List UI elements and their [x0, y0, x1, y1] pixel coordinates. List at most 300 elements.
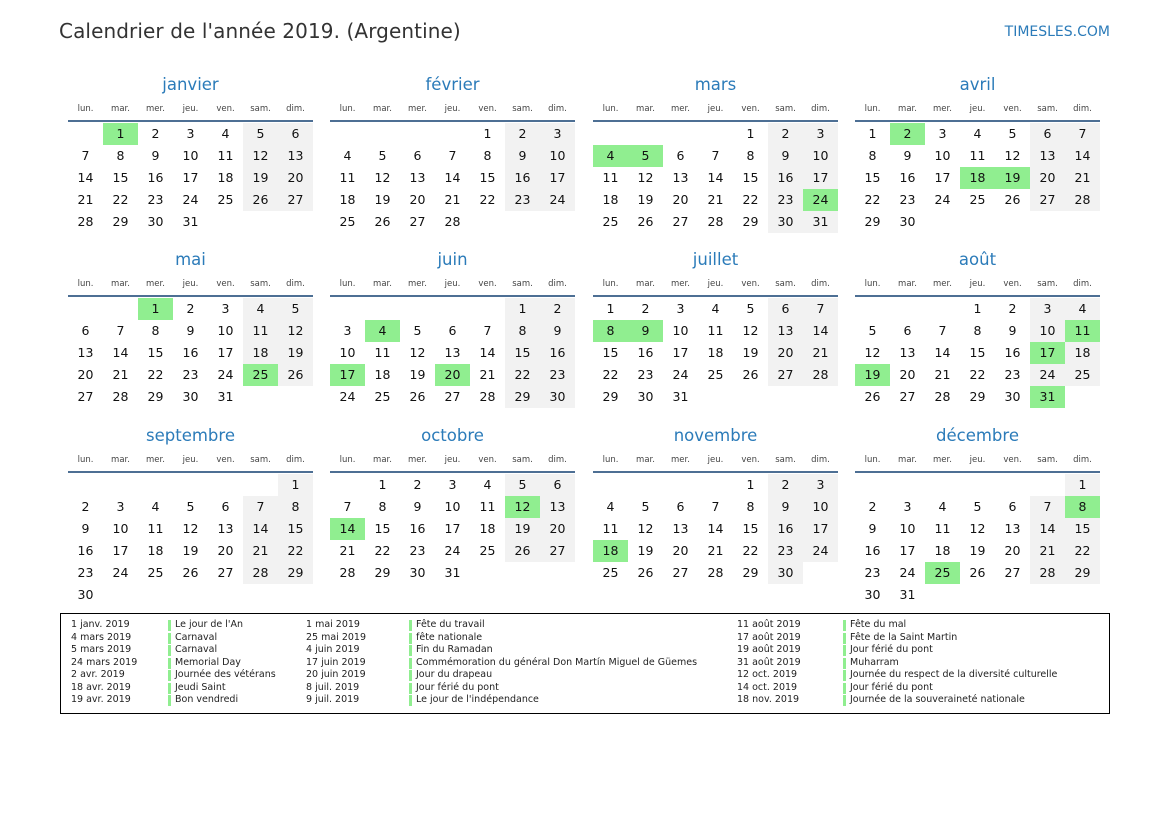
- day-cell[interactable]: 16: [77, 543, 94, 558]
- day-cell[interactable]: 28: [1065, 189, 1100, 211]
- day-cell[interactable]: 10: [803, 145, 838, 167]
- day-cell[interactable]: 13: [540, 496, 575, 518]
- day-cell[interactable]: 3: [448, 477, 457, 492]
- day-cell[interactable]: 6: [1008, 499, 1017, 514]
- day-cell[interactable]: 20: [409, 192, 426, 207]
- day-cell[interactable]: 6: [448, 323, 457, 338]
- day-cell[interactable]: 20: [768, 342, 803, 364]
- day-cell[interactable]: 26: [742, 367, 759, 382]
- holiday-day-cell[interactable]: 31: [1030, 386, 1065, 408]
- day-cell[interactable]: 17: [217, 345, 234, 360]
- day-cell[interactable]: 3: [676, 301, 685, 316]
- day-cell[interactable]: 3: [116, 499, 125, 514]
- day-cell[interactable]: 26: [278, 364, 313, 386]
- day-cell[interactable]: 14: [479, 345, 496, 360]
- day-cell[interactable]: 1: [973, 301, 982, 316]
- day-cell[interactable]: 20: [1030, 167, 1065, 189]
- day-cell[interactable]: 16: [864, 543, 881, 558]
- day-cell[interactable]: 28: [934, 389, 951, 404]
- day-cell[interactable]: 5: [378, 148, 387, 163]
- day-cell[interactable]: 19: [637, 192, 654, 207]
- day-cell[interactable]: 7: [1065, 123, 1100, 145]
- day-cell[interactable]: 2: [868, 499, 877, 514]
- holiday-day-cell[interactable]: 18: [593, 540, 628, 562]
- day-cell[interactable]: 28: [444, 214, 461, 229]
- day-cell[interactable]: 23: [540, 364, 575, 386]
- day-cell[interactable]: 17: [899, 543, 916, 558]
- day-cell[interactable]: 4: [483, 477, 492, 492]
- day-cell[interactable]: 5: [746, 301, 755, 316]
- day-cell[interactable]: 18: [374, 367, 391, 382]
- day-cell[interactable]: 12: [637, 521, 654, 536]
- day-cell[interactable]: 14: [1030, 518, 1065, 540]
- day-cell[interactable]: 21: [803, 342, 838, 364]
- day-cell[interactable]: 4: [711, 301, 720, 316]
- day-cell[interactable]: 13: [672, 521, 689, 536]
- day-cell[interactable]: 11: [243, 320, 278, 342]
- day-cell[interactable]: 20: [217, 543, 234, 558]
- day-cell[interactable]: 16: [505, 167, 540, 189]
- day-cell[interactable]: 18: [602, 192, 619, 207]
- day-cell[interactable]: 3: [803, 123, 838, 145]
- day-cell[interactable]: 10: [934, 148, 951, 163]
- day-cell[interactable]: 7: [1030, 496, 1065, 518]
- day-cell[interactable]: 12: [969, 521, 986, 536]
- day-cell[interactable]: 2: [768, 474, 803, 496]
- day-cell[interactable]: 19: [742, 345, 759, 360]
- day-cell[interactable]: 20: [1004, 543, 1021, 558]
- day-cell[interactable]: 18: [1065, 342, 1100, 364]
- day-cell[interactable]: 13: [217, 521, 234, 536]
- day-cell[interactable]: 29: [374, 565, 391, 580]
- day-cell[interactable]: 25: [479, 543, 496, 558]
- day-cell[interactable]: 30: [147, 214, 164, 229]
- day-cell[interactable]: 23: [768, 189, 803, 211]
- day-cell[interactable]: 8: [973, 323, 982, 338]
- day-cell[interactable]: 24: [444, 543, 461, 558]
- day-cell[interactable]: 29: [742, 214, 759, 229]
- day-cell[interactable]: 5: [1008, 126, 1017, 141]
- day-cell[interactable]: 11: [147, 521, 164, 536]
- day-cell[interactable]: 13: [899, 345, 916, 360]
- day-cell[interactable]: 8: [278, 496, 313, 518]
- day-cell[interactable]: 9: [903, 148, 912, 163]
- day-cell[interactable]: 24: [672, 367, 689, 382]
- day-cell[interactable]: 7: [448, 148, 457, 163]
- day-cell[interactable]: 19: [409, 367, 426, 382]
- day-cell[interactable]: 10: [803, 496, 838, 518]
- day-cell[interactable]: 12: [409, 345, 426, 360]
- day-cell[interactable]: 10: [339, 345, 356, 360]
- day-cell[interactable]: 15: [479, 170, 496, 185]
- day-cell[interactable]: 30: [864, 587, 881, 602]
- day-cell[interactable]: 31: [182, 214, 199, 229]
- day-cell[interactable]: 15: [602, 345, 619, 360]
- day-cell[interactable]: 4: [973, 126, 982, 141]
- day-cell[interactable]: 21: [707, 543, 724, 558]
- day-cell[interactable]: 25: [969, 192, 986, 207]
- holiday-day-cell[interactable]: 2: [890, 123, 925, 145]
- day-cell[interactable]: 31: [672, 389, 689, 404]
- day-cell[interactable]: 22: [969, 367, 986, 382]
- day-cell[interactable]: 13: [672, 170, 689, 185]
- day-cell[interactable]: 12: [1004, 148, 1021, 163]
- day-cell[interactable]: 14: [1065, 145, 1100, 167]
- day-cell[interactable]: 22: [278, 540, 313, 562]
- day-cell[interactable]: 10: [112, 521, 129, 536]
- day-cell[interactable]: 26: [374, 214, 391, 229]
- day-cell[interactable]: 1: [1065, 474, 1100, 496]
- day-cell[interactable]: 18: [217, 170, 234, 185]
- day-cell[interactable]: 7: [711, 499, 720, 514]
- day-cell[interactable]: 25: [707, 367, 724, 382]
- day-cell[interactable]: 8: [746, 148, 755, 163]
- day-cell[interactable]: 26: [182, 565, 199, 580]
- day-cell[interactable]: 29: [147, 389, 164, 404]
- day-cell[interactable]: 16: [768, 518, 803, 540]
- day-cell[interactable]: 1: [278, 474, 313, 496]
- day-cell[interactable]: 14: [112, 345, 129, 360]
- day-cell[interactable]: 18: [479, 521, 496, 536]
- day-cell[interactable]: 26: [1004, 192, 1021, 207]
- day-cell[interactable]: 15: [278, 518, 313, 540]
- day-cell[interactable]: 17: [672, 345, 689, 360]
- day-cell[interactable]: 10: [899, 521, 916, 536]
- day-cell[interactable]: 12: [742, 323, 759, 338]
- day-cell[interactable]: 19: [278, 342, 313, 364]
- day-cell[interactable]: 24: [339, 389, 356, 404]
- day-cell[interactable]: 5: [505, 474, 540, 496]
- day-cell[interactable]: 23: [409, 543, 426, 558]
- day-cell[interactable]: 4: [343, 148, 352, 163]
- day-cell[interactable]: 22: [374, 543, 391, 558]
- day-cell[interactable]: 4: [606, 499, 615, 514]
- day-cell[interactable]: 25: [374, 389, 391, 404]
- day-cell[interactable]: 27: [899, 389, 916, 404]
- day-cell[interactable]: 3: [1030, 298, 1065, 320]
- day-cell[interactable]: 4: [938, 499, 947, 514]
- day-cell[interactable]: 14: [707, 170, 724, 185]
- day-cell[interactable]: 30: [768, 562, 803, 584]
- day-cell[interactable]: 2: [413, 477, 422, 492]
- day-cell[interactable]: 23: [768, 540, 803, 562]
- day-cell[interactable]: 22: [1065, 540, 1100, 562]
- day-cell[interactable]: 3: [221, 301, 230, 316]
- day-cell[interactable]: 30: [182, 389, 199, 404]
- day-cell[interactable]: 4: [151, 499, 160, 514]
- holiday-day-cell[interactable]: 12: [505, 496, 540, 518]
- day-cell[interactable]: 6: [81, 323, 90, 338]
- day-cell[interactable]: 15: [505, 342, 540, 364]
- day-cell[interactable]: 10: [217, 323, 234, 338]
- day-cell[interactable]: 26: [969, 565, 986, 580]
- day-cell[interactable]: 15: [742, 521, 759, 536]
- day-cell[interactable]: 30: [77, 587, 94, 602]
- holiday-day-cell[interactable]: 11: [1065, 320, 1100, 342]
- day-cell[interactable]: 19: [505, 518, 540, 540]
- day-cell[interactable]: 9: [505, 145, 540, 167]
- day-cell[interactable]: 17: [803, 167, 838, 189]
- day-cell[interactable]: 10: [182, 148, 199, 163]
- holiday-day-cell[interactable]: 9: [628, 320, 663, 342]
- day-cell[interactable]: 23: [505, 189, 540, 211]
- day-cell[interactable]: 19: [969, 543, 986, 558]
- day-cell[interactable]: 12: [864, 345, 881, 360]
- day-cell[interactable]: 26: [505, 540, 540, 562]
- day-cell[interactable]: 15: [1065, 518, 1100, 540]
- day-cell[interactable]: 2: [1008, 301, 1017, 316]
- day-cell[interactable]: 10: [672, 323, 689, 338]
- day-cell[interactable]: 15: [969, 345, 986, 360]
- day-cell[interactable]: 19: [374, 192, 391, 207]
- day-cell[interactable]: 11: [969, 148, 986, 163]
- day-cell[interactable]: 9: [768, 496, 803, 518]
- holiday-day-cell[interactable]: 14: [330, 518, 365, 540]
- day-cell[interactable]: 5: [868, 323, 877, 338]
- day-cell[interactable]: 7: [116, 323, 125, 338]
- day-cell[interactable]: 29: [505, 386, 540, 408]
- holiday-day-cell[interactable]: 1: [103, 123, 138, 145]
- day-cell[interactable]: 25: [602, 565, 619, 580]
- day-cell[interactable]: 14: [243, 518, 278, 540]
- day-cell[interactable]: 8: [483, 148, 492, 163]
- day-cell[interactable]: 30: [540, 386, 575, 408]
- day-cell[interactable]: 8: [505, 320, 540, 342]
- day-cell[interactable]: 24: [182, 192, 199, 207]
- day-cell[interactable]: 12: [278, 320, 313, 342]
- day-cell[interactable]: 24: [1030, 364, 1065, 386]
- day-cell[interactable]: 6: [676, 148, 685, 163]
- day-cell[interactable]: 15: [112, 170, 129, 185]
- day-cell[interactable]: 3: [540, 123, 575, 145]
- day-cell[interactable]: 29: [969, 389, 986, 404]
- day-cell[interactable]: 18: [934, 543, 951, 558]
- day-cell[interactable]: 3: [803, 474, 838, 496]
- brand-link[interactable]: TIMESLES.COM: [1004, 24, 1110, 40]
- day-cell[interactable]: 27: [1004, 565, 1021, 580]
- day-cell[interactable]: 2: [186, 301, 195, 316]
- day-cell[interactable]: 28: [243, 562, 278, 584]
- day-cell[interactable]: 6: [413, 148, 422, 163]
- day-cell[interactable]: 15: [742, 170, 759, 185]
- day-cell[interactable]: 1: [746, 477, 755, 492]
- day-cell[interactable]: 23: [864, 565, 881, 580]
- day-cell[interactable]: 23: [147, 192, 164, 207]
- day-cell[interactable]: 25: [602, 214, 619, 229]
- day-cell[interactable]: 31: [217, 389, 234, 404]
- day-cell[interactable]: 15: [374, 521, 391, 536]
- day-cell[interactable]: 21: [444, 192, 461, 207]
- day-cell[interactable]: 21: [112, 367, 129, 382]
- day-cell[interactable]: 1: [378, 477, 387, 492]
- day-cell[interactable]: 6: [221, 499, 230, 514]
- day-cell[interactable]: 16: [182, 345, 199, 360]
- day-cell[interactable]: 30: [637, 389, 654, 404]
- day-cell[interactable]: 1: [505, 298, 540, 320]
- day-cell[interactable]: 28: [707, 214, 724, 229]
- day-cell[interactable]: 27: [540, 540, 575, 562]
- day-cell[interactable]: 14: [77, 170, 94, 185]
- day-cell[interactable]: 7: [938, 323, 947, 338]
- day-cell[interactable]: 9: [81, 521, 90, 536]
- day-cell[interactable]: 25: [217, 192, 234, 207]
- day-cell[interactable]: 22: [112, 192, 129, 207]
- day-cell[interactable]: 10: [1030, 320, 1065, 342]
- day-cell[interactable]: 9: [768, 145, 803, 167]
- day-cell[interactable]: 22: [742, 192, 759, 207]
- day-cell[interactable]: 21: [707, 192, 724, 207]
- day-cell[interactable]: 21: [339, 543, 356, 558]
- day-cell[interactable]: 9: [1008, 323, 1017, 338]
- holiday-day-cell[interactable]: 19: [995, 167, 1030, 189]
- day-cell[interactable]: 5: [243, 123, 278, 145]
- day-cell[interactable]: 21: [934, 367, 951, 382]
- day-cell[interactable]: 30: [899, 214, 916, 229]
- day-cell[interactable]: 30: [1004, 389, 1021, 404]
- day-cell[interactable]: 23: [182, 367, 199, 382]
- day-cell[interactable]: 18: [147, 543, 164, 558]
- day-cell[interactable]: 6: [903, 323, 912, 338]
- day-cell[interactable]: 14: [444, 170, 461, 185]
- day-cell[interactable]: 24: [934, 192, 951, 207]
- day-cell[interactable]: 25: [147, 565, 164, 580]
- day-cell[interactable]: 16: [147, 170, 164, 185]
- day-cell[interactable]: 3: [938, 126, 947, 141]
- day-cell[interactable]: 3: [343, 323, 352, 338]
- day-cell[interactable]: 19: [637, 543, 654, 558]
- day-cell[interactable]: 21: [479, 367, 496, 382]
- day-cell[interactable]: 5: [641, 499, 650, 514]
- day-cell[interactable]: 4: [1065, 298, 1100, 320]
- day-cell[interactable]: 26: [637, 214, 654, 229]
- day-cell[interactable]: 8: [868, 148, 877, 163]
- day-cell[interactable]: 7: [343, 499, 352, 514]
- holiday-day-cell[interactable]: 1: [138, 298, 173, 320]
- day-cell[interactable]: 27: [672, 214, 689, 229]
- day-cell[interactable]: 24: [540, 189, 575, 211]
- day-cell[interactable]: 11: [479, 499, 496, 514]
- day-cell[interactable]: 11: [217, 148, 234, 163]
- day-cell[interactable]: 27: [768, 364, 803, 386]
- day-cell[interactable]: 20: [672, 192, 689, 207]
- holiday-day-cell[interactable]: 25: [925, 562, 960, 584]
- day-cell[interactable]: 23: [77, 565, 94, 580]
- day-cell[interactable]: 8: [746, 499, 755, 514]
- day-cell[interactable]: 27: [444, 389, 461, 404]
- day-cell[interactable]: 28: [1030, 562, 1065, 584]
- day-cell[interactable]: 21: [1065, 167, 1100, 189]
- day-cell[interactable]: 4: [243, 298, 278, 320]
- day-cell[interactable]: 19: [182, 543, 199, 558]
- day-cell[interactable]: 6: [540, 474, 575, 496]
- day-cell[interactable]: 2: [768, 123, 803, 145]
- day-cell[interactable]: 11: [602, 521, 619, 536]
- day-cell[interactable]: 8: [151, 323, 160, 338]
- day-cell[interactable]: 9: [868, 521, 877, 536]
- day-cell[interactable]: 15: [864, 170, 881, 185]
- day-cell[interactable]: 29: [112, 214, 129, 229]
- day-cell[interactable]: 25: [1065, 364, 1100, 386]
- day-cell[interactable]: 25: [339, 214, 356, 229]
- day-cell[interactable]: 22: [505, 364, 540, 386]
- day-cell[interactable]: 23: [899, 192, 916, 207]
- day-cell[interactable]: 1: [606, 301, 615, 316]
- day-cell[interactable]: 9: [413, 499, 422, 514]
- day-cell[interactable]: 2: [505, 123, 540, 145]
- day-cell[interactable]: 14: [803, 320, 838, 342]
- day-cell[interactable]: 6: [1030, 123, 1065, 145]
- holiday-day-cell[interactable]: 17: [1030, 342, 1065, 364]
- day-cell[interactable]: 16: [637, 345, 654, 360]
- day-cell[interactable]: 29: [278, 562, 313, 584]
- day-cell[interactable]: 5: [413, 323, 422, 338]
- day-cell[interactable]: 3: [186, 126, 195, 141]
- day-cell[interactable]: 2: [540, 298, 575, 320]
- day-cell[interactable]: 5: [973, 499, 982, 514]
- day-cell[interactable]: 18: [707, 345, 724, 360]
- day-cell[interactable]: 9: [540, 320, 575, 342]
- day-cell[interactable]: 30: [768, 211, 803, 233]
- day-cell[interactable]: 9: [151, 148, 160, 163]
- day-cell[interactable]: 6: [676, 499, 685, 514]
- holiday-day-cell[interactable]: 20: [435, 364, 470, 386]
- holiday-day-cell[interactable]: 24: [803, 189, 838, 211]
- day-cell[interactable]: 13: [768, 320, 803, 342]
- holiday-day-cell[interactable]: 25: [243, 364, 278, 386]
- day-cell[interactable]: 10: [540, 145, 575, 167]
- day-cell[interactable]: 12: [243, 145, 278, 167]
- day-cell[interactable]: 27: [409, 214, 426, 229]
- day-cell[interactable]: 28: [112, 389, 129, 404]
- day-cell[interactable]: 7: [711, 148, 720, 163]
- day-cell[interactable]: 29: [1065, 562, 1100, 584]
- day-cell[interactable]: 7: [243, 496, 278, 518]
- day-cell[interactable]: 28: [339, 565, 356, 580]
- day-cell[interactable]: 28: [77, 214, 94, 229]
- day-cell[interactable]: 17: [112, 543, 129, 558]
- day-cell[interactable]: 22: [602, 367, 619, 382]
- day-cell[interactable]: 22: [479, 192, 496, 207]
- day-cell[interactable]: 20: [540, 518, 575, 540]
- day-cell[interactable]: 27: [278, 189, 313, 211]
- holiday-day-cell[interactable]: 18: [960, 167, 995, 189]
- day-cell[interactable]: 13: [409, 170, 426, 185]
- day-cell[interactable]: 23: [637, 367, 654, 382]
- day-cell[interactable]: 24: [899, 565, 916, 580]
- day-cell[interactable]: 17: [182, 170, 199, 185]
- day-cell[interactable]: 27: [77, 389, 94, 404]
- day-cell[interactable]: 16: [899, 170, 916, 185]
- day-cell[interactable]: 11: [374, 345, 391, 360]
- day-cell[interactable]: 28: [479, 389, 496, 404]
- day-cell[interactable]: 4: [221, 126, 230, 141]
- day-cell[interactable]: 26: [864, 389, 881, 404]
- holiday-day-cell[interactable]: 5: [628, 145, 663, 167]
- day-cell[interactable]: 18: [339, 192, 356, 207]
- day-cell[interactable]: 10: [444, 499, 461, 514]
- day-cell[interactable]: 31: [803, 211, 838, 233]
- day-cell[interactable]: 1: [483, 126, 492, 141]
- day-cell[interactable]: 7: [81, 148, 90, 163]
- day-cell[interactable]: 17: [803, 518, 838, 540]
- day-cell[interactable]: 22: [864, 192, 881, 207]
- day-cell[interactable]: 27: [1030, 189, 1065, 211]
- day-cell[interactable]: 13: [278, 145, 313, 167]
- holiday-day-cell[interactable]: 17: [330, 364, 365, 386]
- day-cell[interactable]: 23: [1004, 367, 1021, 382]
- day-cell[interactable]: 1: [746, 126, 755, 141]
- day-cell[interactable]: 6: [768, 298, 803, 320]
